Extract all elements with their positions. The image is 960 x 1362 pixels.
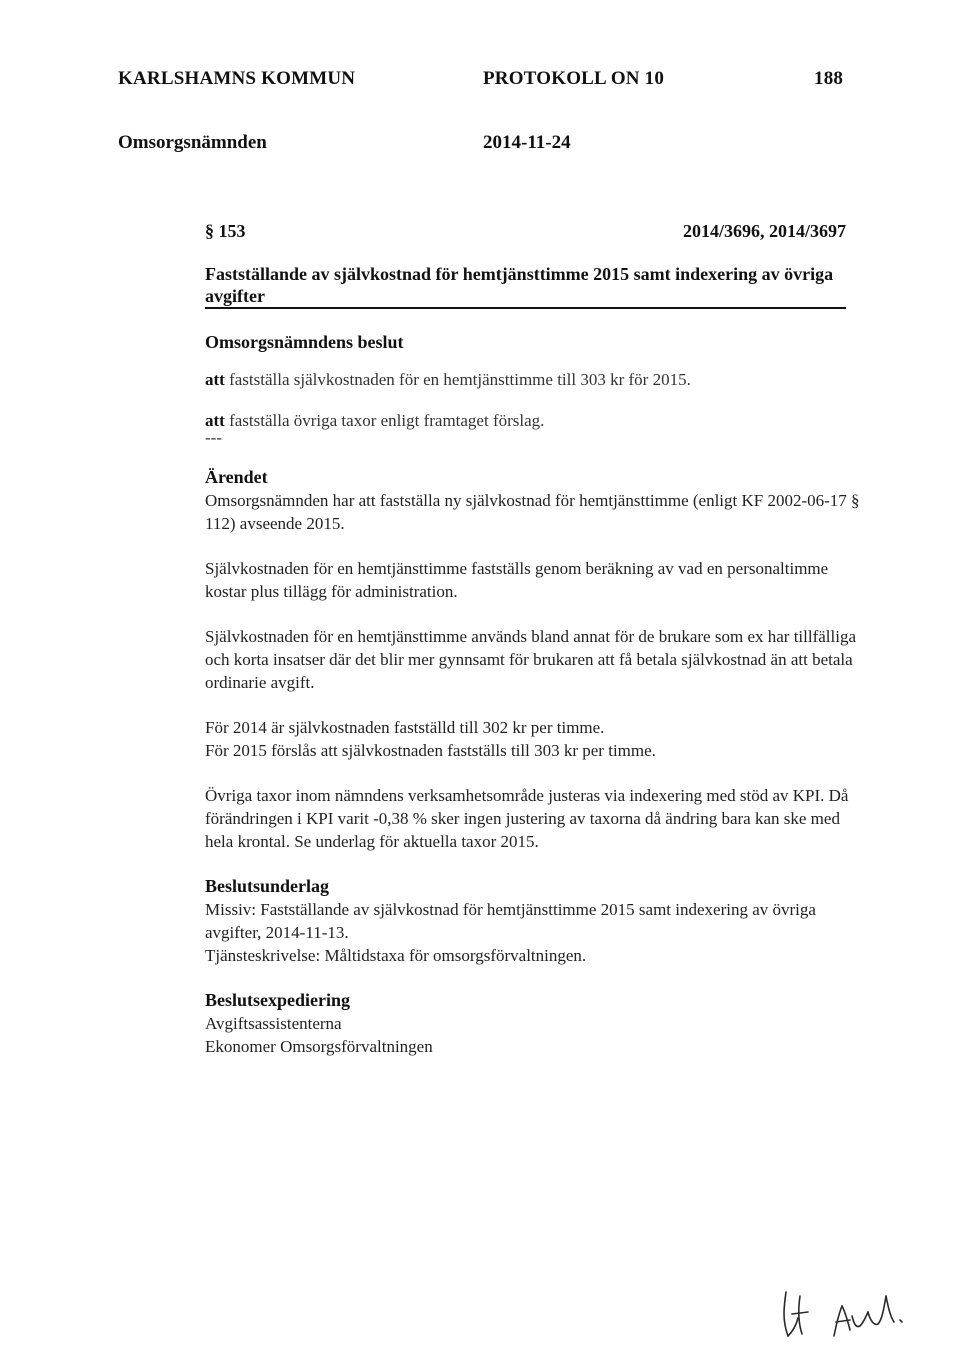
basis-heading: Beslutsunderlag xyxy=(205,876,330,896)
dispatch-heading: Beslutsexpediering xyxy=(205,990,351,1010)
matter-paragraph: Omsorgsnämnden har att fastställa ny självkostnad för hemtjänsttimme (enligt KF 2002-06-17 § 112) avseende 2015. xyxy=(205,491,860,533)
matter-paragraph: Självkostnaden för en hemtjänsttimme fastställs genom beräkning av vad en personaltimme kostar plus tillägg för administration. xyxy=(205,559,829,601)
matter-paragraph: Självkostnaden för en hemtjänsttimme används bland annat för de brukare som ex har tillfälliga och korta insatser där det blir mer gynnsamt för brukaren att få betala självkostnad än att betala ordinarie avgift. xyxy=(205,627,857,692)
basis-line: Tjänsteskrivelse: Måltidstaxa för omsorgsförvaltningen. xyxy=(205,946,587,965)
section-heading-row xyxy=(205,220,846,243)
decision-item-text: fastställa övriga taxor enligt framtaget förslag. xyxy=(224,411,545,430)
decision-separator: --- xyxy=(205,428,222,447)
matter-heading: Ärendet xyxy=(205,467,268,487)
section-case-numbers: 2014/3696, 2014/3697 xyxy=(682,221,846,241)
section-number: § 153 xyxy=(205,221,246,241)
header-date: 2014-11-24 xyxy=(483,132,571,153)
dispatch-line: Avgiftsassistenterna xyxy=(205,1014,342,1033)
decision-item xyxy=(205,409,870,432)
header-organization: KARLSHAMNS KOMMUN xyxy=(118,68,356,89)
decision-item-prefix: att xyxy=(205,411,225,430)
header-protocol: PROTOKOLL ON 10 xyxy=(483,68,665,89)
protocol-content xyxy=(205,220,870,1058)
decision-item-prefix: att xyxy=(205,370,225,389)
decision-heading: Omsorgsnämndens beslut xyxy=(205,332,404,352)
rate-line: För 2015 förslås att självkostnaden fastställs till 303 kr per timme. xyxy=(205,741,656,760)
section-title: Fastställande av självkostnad för hemtjänsttimme 2015 samt indexering av övriga avgifter xyxy=(205,263,846,309)
handwritten-signature xyxy=(778,1282,938,1342)
dispatch-line: Ekonomer Omsorgsförvaltningen xyxy=(205,1037,433,1056)
basis-line: Missiv: Fastställande av självkostnad för hemtjänsttimme 2015 samt indexering av övriga avgifter, 2014-11-13. xyxy=(205,900,816,942)
rate-line: För 2014 är självkostnaden fastställd till 302 kr per timme. xyxy=(205,718,605,737)
decision-item-text: fastställa självkostnaden för en hemtjänsttimme till 303 kr för 2015. xyxy=(224,370,691,389)
header-page-number: 188 xyxy=(814,68,844,89)
matter-closing-paragraph: Övriga taxor inom nämndens verksamhetsområde justeras via indexering med stöd av KPI. Då förändringen i KPI varit -0,38 % sker ingen justering av taxorna då ändring bara kan ske med hela krontal. Se underlag för aktuella taxor 2015. xyxy=(205,786,849,851)
decision-item xyxy=(205,368,870,391)
header-body: Omsorgsnämnden xyxy=(118,132,267,153)
